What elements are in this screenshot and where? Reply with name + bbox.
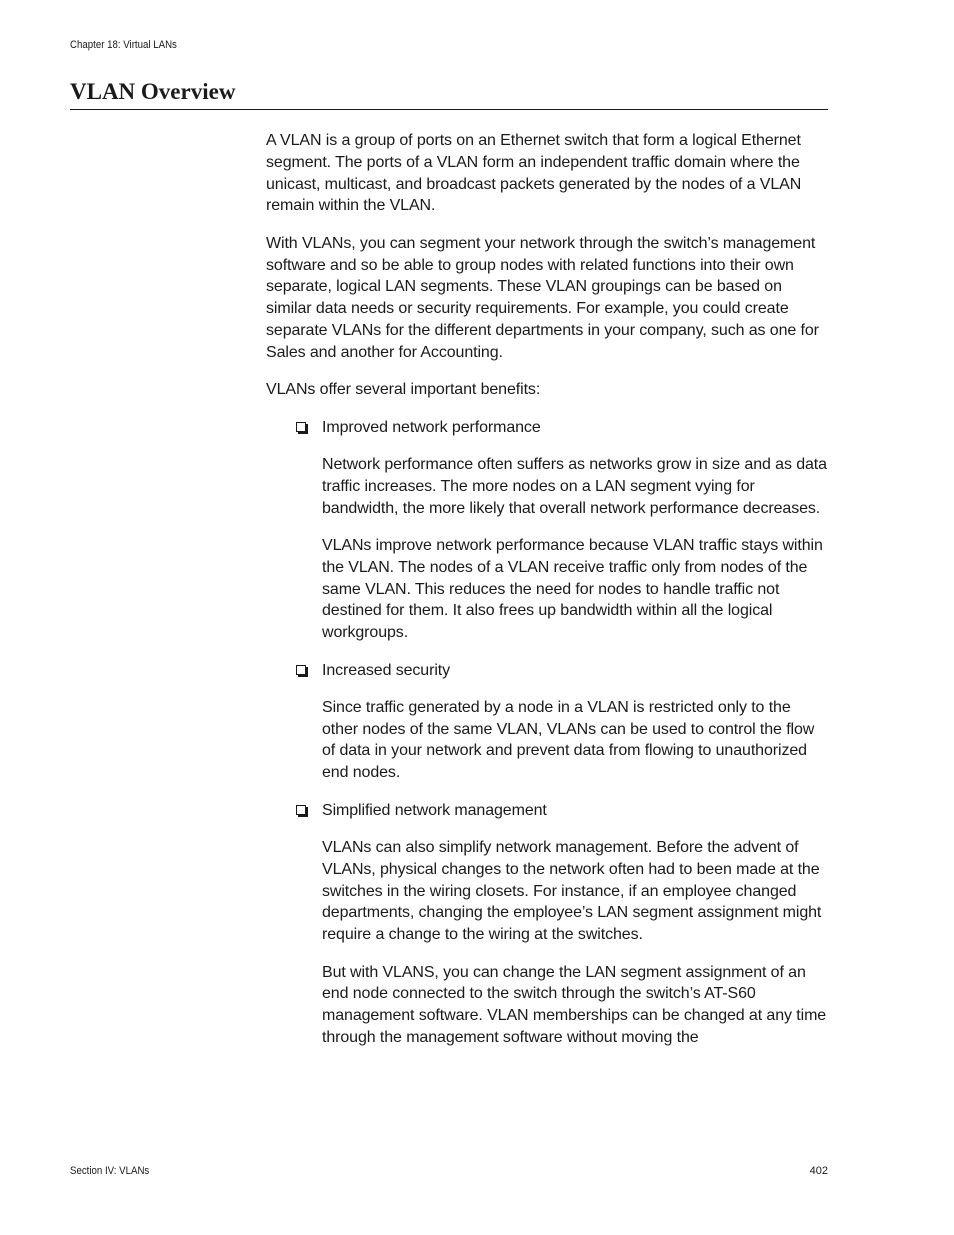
title-rule (70, 109, 828, 110)
page-number: 402 (809, 1165, 828, 1177)
benefit-paragraph: Since traffic generated by a node in a VLAN is restricted only to the other nodes of the same VLAN, VLANs can be used to control the flow of data in your network and prevent data from flowing to unauthorized end nodes. (322, 698, 815, 782)
benefit-paragraph: VLANs can also simplify network management. Before the advent of VLANs, physical changes to the network often had to been made at the switches in the wiring closets. For instance, if an employee changed departments, changing the employee’s LAN segment assignment might require a change to the wiring at the switches. (322, 839, 822, 944)
footer-section: Section IV: VLANs (70, 1165, 150, 1177)
intro-paragraph-1: A VLAN is a group of ports on an Ethernet switch that form a logical Ethernet segment. The ports of a VLAN form an independent traffic domain where the unicast, multicast, and broadcast packets generated by the nodes of a VLAN remain within the VLAN. (266, 132, 802, 215)
intro-paragraph-2: With VLANs, you can segment your network through the switch’s management software and so be able to group nodes with related functions into their own separate, logical LAN segments. These VLAN groupings can be based on similar data needs or security requirements. For example, you could create separate VLANs for the different departments in your company, such as one for Sales and another for Accounting. (266, 234, 819, 361)
benefit-label: Improved network performance (322, 418, 541, 436)
running-header: Chapter 18: Virtual LANs (70, 39, 177, 51)
benefit-paragraph: Network performance often suffers as networks grow in size and as data traffic increases. The more nodes on a LAN segment vying for bandwidth, the more likely that overall network performance decreases. (322, 455, 827, 517)
benefit-item-performance (266, 417, 828, 439)
benefit-paragraph: VLANs improve network performance because VLAN traffic stays within the VLAN. The nodes of a VLAN receive traffic only from nodes of the same VLAN. This reduces the need for nodes to handle traffic not destined for them. It also frees up bandwidth within all the logical workgroups. (322, 536, 823, 642)
main-content (266, 130, 828, 1064)
checkbox-bullet-icon (296, 805, 306, 815)
page-title: VLAN Overview (70, 79, 236, 104)
benefit-label: Increased security (322, 661, 451, 679)
benefits-lead: VLANs offer several important benefits: (266, 381, 541, 399)
benefit-paragraph: But with VLANS, you can change the LAN segment assignment of an end node connected to the switch through the switch’s AT-S60 management software. VLAN memberships can be changed at any time through the management software without moving the (322, 963, 827, 1047)
checkbox-bullet-icon (296, 422, 306, 432)
benefit-label: Simplified network management (322, 801, 547, 819)
checkbox-bullet-icon (296, 665, 306, 675)
benefit-item-management (266, 800, 828, 822)
benefit-item-security (266, 660, 828, 682)
